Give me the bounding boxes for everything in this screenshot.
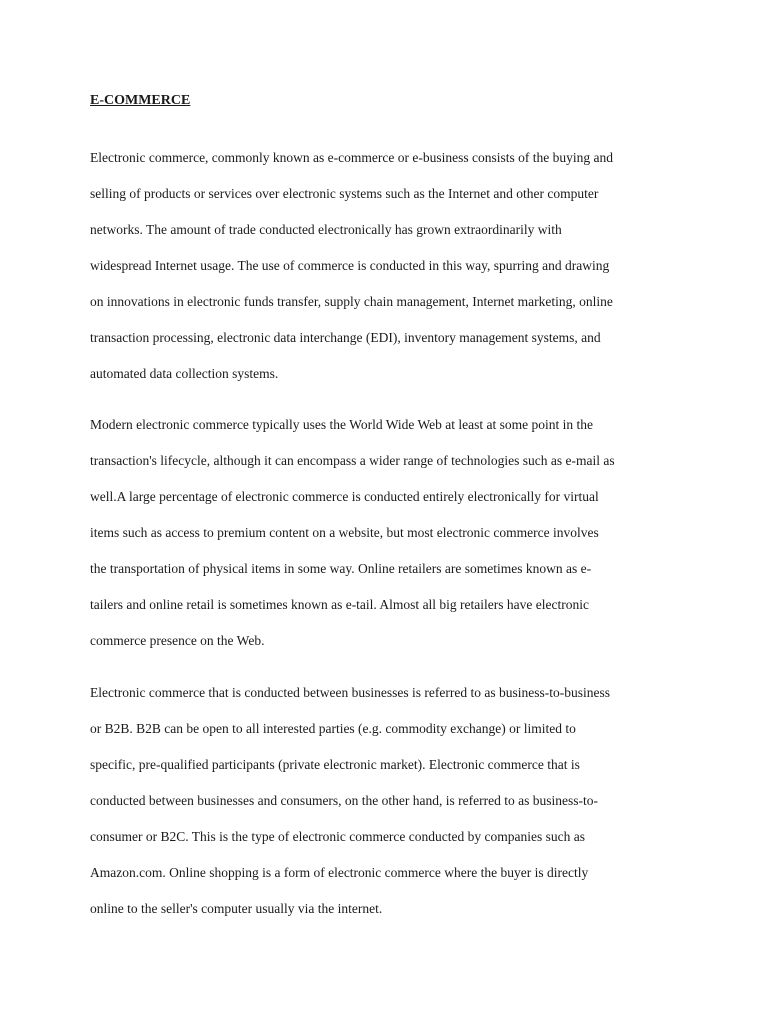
- paragraph-line: Electronic commerce that is conducted between businesses is referred to as business-to-business: [90, 685, 610, 700]
- paragraph-b2b-b2c: [90, 683, 610, 935]
- paragraph-line: conducted between businesses and consumers, on the other hand, is referred to as business-to-: [90, 793, 598, 808]
- paragraph-line: or B2B. B2B can be open to all interested parties (e.g. commodity exchange) or limited to: [90, 721, 576, 736]
- paragraph-line: transaction processing, electronic data interchange (EDI), inventory management systems, and: [90, 330, 601, 345]
- paragraph-line: Electronic commerce, commonly known as e-commerce or e-business consists of the buying and: [90, 150, 613, 165]
- paragraph-line: Modern electronic commerce typically uses the World Wide Web at least at some point in the: [90, 417, 594, 432]
- paragraph-line: transaction's lifecycle, although it can encompass a wider range of technologies such as e-mail as: [90, 453, 615, 468]
- paragraph-line: widespread Internet usage. The use of commerce is conducted in this way, spurring and drawing: [90, 258, 610, 273]
- paragraph-line: automated data collection systems.: [90, 366, 279, 381]
- paragraph-line: selling of products or services over electronic systems such as the Internet and other computer: [90, 186, 599, 201]
- paragraph-line: tailers and online retail is sometimes known as e-tail. Almost all big retailers have electronic: [90, 597, 589, 612]
- paragraph-line: networks. The amount of trade conducted electronically has grown extraordinarily with: [90, 222, 562, 237]
- paragraph-line: specific, pre-qualified participants (private electronic market). Electronic commerce that is: [90, 757, 580, 772]
- paragraph-line: on innovations in electronic funds transfer, supply chain management, Internet marketing, online: [90, 294, 613, 309]
- paragraph-modern-commerce: [90, 415, 615, 667]
- paragraph-definition: [90, 148, 613, 400]
- page-title: E-COMMERCE: [90, 93, 191, 108]
- paragraph-line: Amazon.com. Online shopping is a form of electronic commerce where the buyer is directly: [90, 865, 589, 880]
- paragraph-line: online to the seller's computer usually via the internet.: [90, 901, 383, 916]
- paragraph-line: well.A large percentage of electronic commerce is conducted entirely electronically for virtual: [90, 489, 599, 504]
- paragraph-line: consumer or B2C. This is the type of electronic commerce conducted by companies such as: [90, 829, 585, 844]
- paragraph-line: commerce presence on the Web.: [90, 633, 265, 648]
- paragraph-line: items such as access to premium content on a website, but most electronic commerce involves: [90, 525, 599, 540]
- paragraph-line: the transportation of physical items in some way. Online retailers are sometimes known as e-: [90, 561, 592, 576]
